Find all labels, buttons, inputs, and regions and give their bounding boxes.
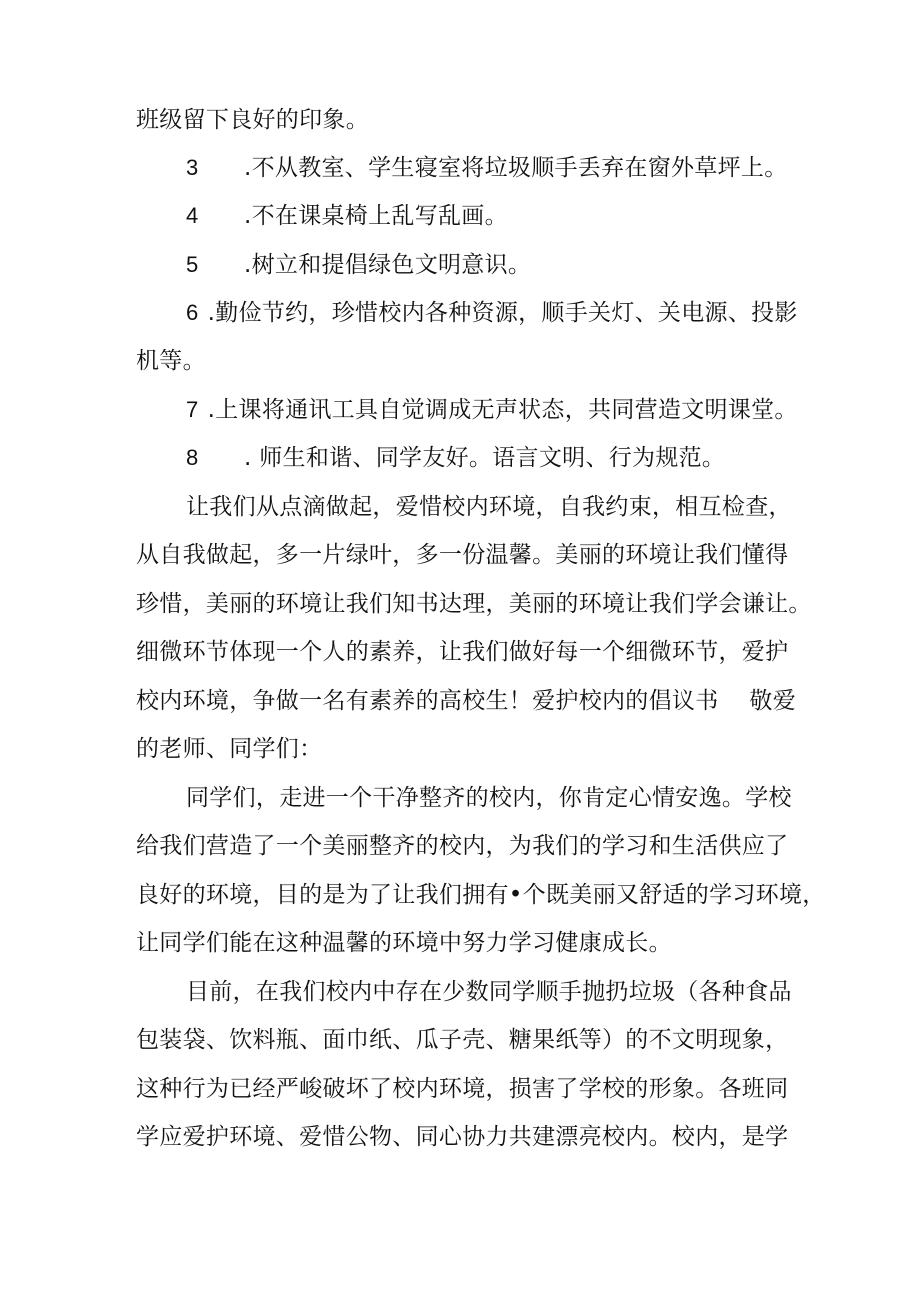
paragraph-line: 从自我做起，多一片绿叶，多一份温馨。美丽的环境让我们懂得 — [136, 542, 789, 568]
paragraph-line: 包装袋、饮料瓶、面巾纸、瓜子壳、糖果纸等）的不文明现象， — [136, 1027, 789, 1053]
list-item-4 — [186, 201, 508, 231]
list-number: 6 — [186, 300, 199, 325]
list-number: 3 — [186, 155, 199, 180]
list-text: .不在课桌椅上乱写乱画。 — [244, 203, 508, 229]
list-text: .不从教室、学生寝室将垃圾顺手丢弃在窗外草坪上。 — [244, 155, 788, 181]
paragraph-line: 学应爱护环境、爱惜公物、同心协力共建漂亮校内。校内，是学 — [136, 1124, 789, 1150]
paragraph-line: 让同学们能在这种温馨的环境中努力学习健康成长。 — [136, 930, 672, 956]
paragraph-line: 良好的环境，目的是为了让我们拥有•个既美丽又舒适的学习环境， — [136, 882, 826, 908]
paragraph-line: 细微环节体现一个人的素养，让我们做好每一个细微环节，爱护 — [136, 639, 789, 665]
list-number: 7 — [186, 397, 199, 422]
list-item-7 — [186, 395, 798, 425]
list-item-3 — [186, 153, 788, 183]
list-text: . 师生和谐、同学友好。语言文明、行为规范。 — [244, 445, 726, 471]
list-number: 4 — [186, 203, 199, 228]
list-text: .上课将通讯工具自觉调成无声状态，共同营造文明课堂。 — [200, 397, 798, 423]
text-line: 机等。 — [136, 348, 206, 374]
paragraph-line: 校内环境，争做一名有素养的高校生！爱护校内的倡议书 敬爱 — [136, 688, 797, 714]
paragraph-line: 让我们从点滴做起，爱惜校内环境，自我约束，相互检查， — [186, 494, 792, 520]
list-item-6 — [186, 298, 798, 328]
paragraph-line: 珍惜，美丽的环境让我们知书达理，美丽的环境让我们学会谦让。 — [136, 591, 812, 617]
list-text: .树立和提倡绿色文明意识。 — [244, 252, 532, 278]
paragraph-line: 的老师、同学们： — [136, 736, 323, 762]
paragraph-line: 这种行为已经严峻破坏了校内环境，损害了学校的形象。各班同 — [136, 1076, 789, 1102]
paragraph-line: 同学们，走进一个干净整齐的校内，你肯定心情安逸。学校 — [186, 785, 792, 811]
list-item-8 — [186, 443, 725, 473]
paragraph-line: 给我们营造了一个美丽整齐的校内，为我们的学习和生活供应了 — [136, 833, 789, 859]
list-item-5 — [186, 250, 531, 280]
list-number: 5 — [186, 252, 199, 277]
list-text: .勤俭节约，珍惜校内各种资源，顺手关灯、关电源、投影 — [200, 300, 798, 326]
list-number: 8 — [186, 445, 199, 470]
paragraph-line: 目前，在我们校内中存在少数同学顺手抛扔垃圾（各种食品 — [186, 979, 792, 1005]
text-line: 班级留下良好的印象。 — [136, 107, 369, 133]
